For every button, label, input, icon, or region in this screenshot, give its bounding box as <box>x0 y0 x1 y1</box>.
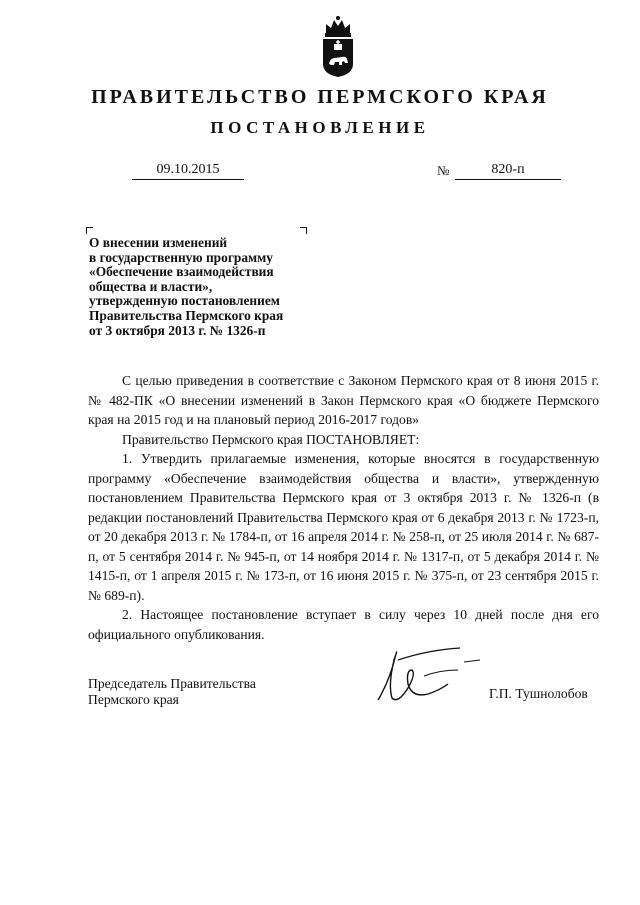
subject-line: «Обеспечение взаимодействия <box>89 264 274 280</box>
subject-line: О внесении изменений <box>89 235 228 250</box>
signatory-position-line: Председатель Правительства <box>88 676 256 691</box>
subject-corner-right <box>300 227 307 234</box>
resolves-paragraph: Правительство Пермского края ПОСТАНОВЛЯЕТ: <box>122 431 420 447</box>
subject-line: в государственную программу <box>89 249 273 265</box>
item-2-paragraph: 2. Настоящее постановление вступает в силу через 10 дней после дня его официального опубликования. <box>88 607 599 642</box>
number-label: № <box>437 163 450 178</box>
document-subject <box>89 236 329 338</box>
subject-line: утвержденную постановлением <box>89 293 280 309</box>
item-1-paragraph: 1. Утвердить прилагаемые изменения, которые вносятся в государственную программу «Обеспечение взаимодействия общества и власти», утвержденную постановлением Правительства Пермского края от 3 октября 2013 г. № 1326-п (в редакции постановлений Правительства Пермского края от 6 декабря 2013 г. № 1723-п, от 20 декабря 2013 г. № 1784-п, от 16 апреля 2014 г. № 258-п, от 25 июля 2014 г. № 687-п, от 5 сентября 2014 г. № 945-п, от 14 ноября 2014 г. № 1317-п, от 5 декабря 2014 г. № 1415-п, от 1 апреля 2015 г. № 173-п, от 16 июня 2015 г. № 375-п, от 23 сентября 2015 г. № 689-п). <box>88 451 599 603</box>
perm-krai-coat-of-arms-icon <box>318 14 358 78</box>
document-number: 820-п <box>455 162 561 180</box>
handwritten-signature <box>368 640 488 710</box>
preamble-paragraph: С целью приведения в соответствие с Законом Пермского края от 8 июня 2015 г. № 482-ПК «О внесении изменений в Закон Пермского края «О бюджете Пермского края на 2015 год и на плановый период 2016-2017 годов» <box>88 373 599 427</box>
signatory-position-line: Пермского края <box>88 692 179 707</box>
document-date: 09.10.2015 <box>132 162 244 180</box>
document-body <box>88 371 599 644</box>
signatory-name: Г.П. Тушнолобов <box>489 686 588 701</box>
subject-corner-left <box>86 227 93 234</box>
subject-line: Правительства Пермского края <box>89 307 284 323</box>
subject-line: общества и власти», <box>89 278 213 294</box>
signatory-position <box>88 676 256 708</box>
government-heading: ПРАВИТЕЛЬСТВО ПЕРМСКОГО КРАЯ <box>91 86 549 108</box>
subject-line: от 3 октября 2013 г. № 1326-п <box>89 322 266 338</box>
document-type-heading: ПОСТАНОВЛЕНИЕ <box>210 118 430 137</box>
